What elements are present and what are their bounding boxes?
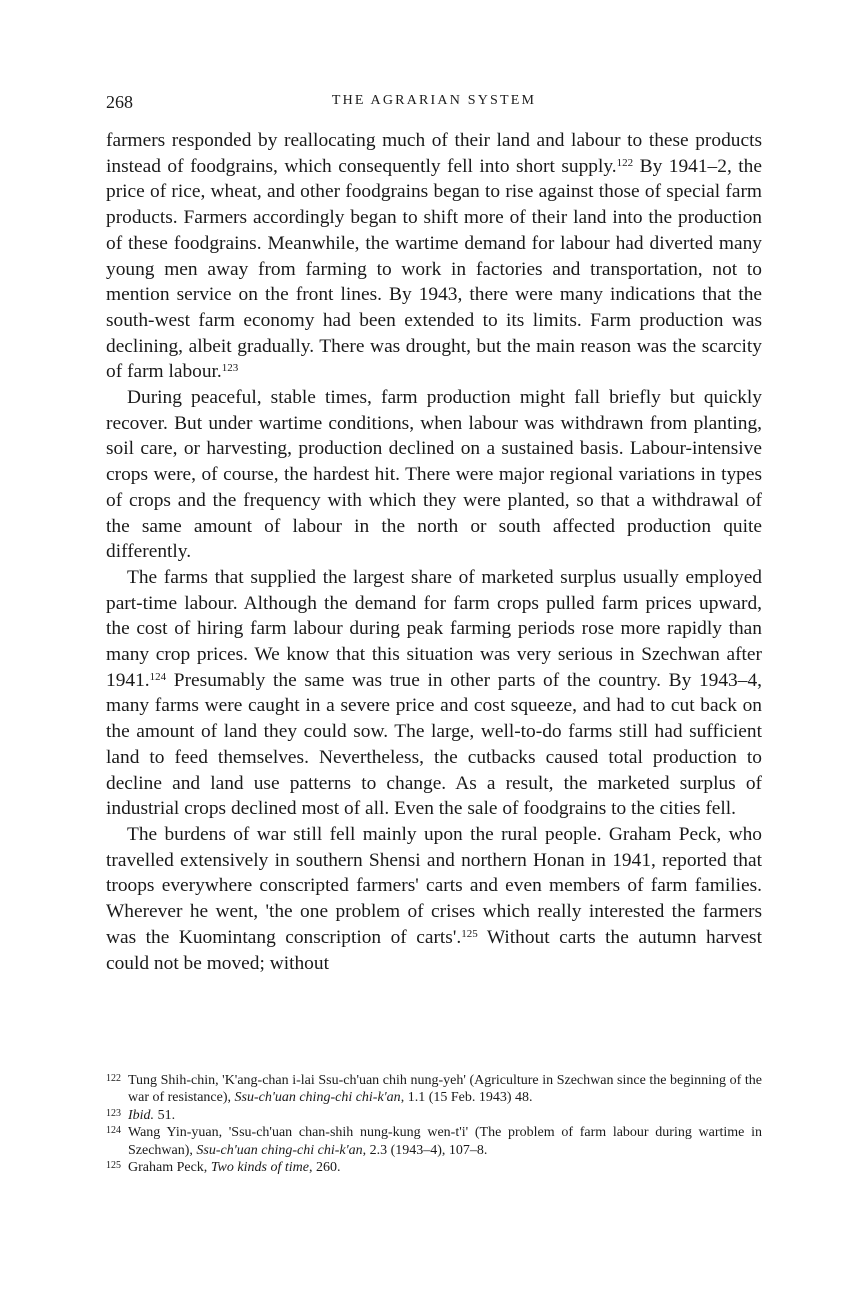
text-run: , 2.3 (1943–4), 107–8. [362,1142,488,1158]
paragraph [106,565,762,822]
footnote-number: 125 [106,1160,121,1172]
footnotes [106,1072,762,1176]
body-text [106,128,762,976]
text-run: Without carts the autumn harvest could not be moved; without [106,926,762,974]
text-run: farmers responded by reallocating much of their land and labour to these products instead of foodgrains, which consequently fell into short supply. [106,130,762,177]
text-run: 51. [154,1107,176,1123]
page [106,88,762,976]
text-run: , 1.1 (15 Feb. 1943) 48. [400,1090,533,1106]
text-run: Tung Shih-chin, 'K'ang-chan i-lai Ssu-ch'uan chih nung-yeh' (Agriculture in Szechwan since the beginning of the war of resistance), [128,1073,762,1106]
italic-title: Ssu-ch'uan ching-chi chi-k'an [196,1142,363,1158]
text-run: Wang Yin-yuan, 'Ssu-ch'uan chan-shih nung-kung wen-t'i' (The problem of farm labour during wartime in Szechwan), [128,1125,762,1158]
footnote-ref: 123 [221,362,239,375]
footnote-ref: 124 [149,670,167,683]
footnote-ref: 122 [616,156,634,169]
footnote-number: 122 [106,1073,121,1084]
footnote [106,1124,762,1159]
text-run: By 1941–2, the price of rice, wheat, and other foodgrains began to rise against those of special farm products. Farmers accordingly began to shift more of their land into the production of these foodgrains. Meanwhile, the wartime demand for labour had diverted many young men away from farming to work in factories and transportation, not to mention service on the front lines. By 1943, there were many indications that the south-west farm economy had been extended to its limits. Farm production was declining, albeit gradually. There was drought, but the main reason was the scarcity of farm labour. [106,155,762,383]
italic-title: Two kinds of time [210,1160,309,1176]
footnote [106,1159,762,1176]
footnote-ref: 125 [461,927,478,940]
paragraph [106,128,762,385]
italic-title: Ssu-ch'uan ching-chi chi-k'an [234,1090,401,1106]
text-run: Graham Peck, [128,1160,211,1176]
text-run: The farms that supplied the largest share of marketed surplus usually employed part-time labour. Although the demand for farm crops pulled farm prices upward, the cost of hiring farm labour during peak farming periods rose more rapidly than many crop prices. We know that this situation was very serious in Szechwan after 1941. [106,566,762,691]
footnote-number: 123 [106,1107,121,1119]
italic-title: Ibid. [128,1107,155,1123]
footnote [106,1072,762,1107]
paragraph [106,822,762,976]
text-run: , 260. [308,1160,341,1176]
footnote-number: 124 [106,1125,121,1137]
page-number: 268 [106,92,133,112]
footnote [106,1107,762,1124]
running-head: THE AGRARIAN SYSTEM [331,93,537,108]
paragraph [106,385,762,565]
text-run: During peaceful, stable times, farm production might fall briefly but quickly recover. But under wartime conditions, when labour was withdrawn from planting, soil care, or harvesting, production declined on a sustained basis. Labour-intensive crops were, of course, the hardest hit. There were major regional variations in types of crops and the frequency with which they were planted, so that a withdrawal of the same amount of labour in the north or south affected production quite differently. [106,387,762,563]
page-header [106,88,762,116]
text-run: Presumably the same was true in other parts of the country. By 1943–4, many farms were caught in a severe price and cost squeeze, and had to cut back on the amount of land they could sow. The large, well-to-do farms still had sufficient land to feed themselves. Nevertheless, the cutbacks caused total production to decline and land use patterns to change. As a result, the marketed surplus of industrial crops declined most of all. Even the sale of foodgrains to the cities fell. [106,669,762,820]
text-run: The burdens of war still fell mainly upon the rural people. Graham Peck, who travelled extensively in southern Shensi and northern Honan in 1941, reported that troops everywhere conscripted farmers' carts and even members of farm families. Wherever he went, 'the one problem of crises which really interested the farmers was the Kuomintang conscription of carts'. [106,823,762,948]
